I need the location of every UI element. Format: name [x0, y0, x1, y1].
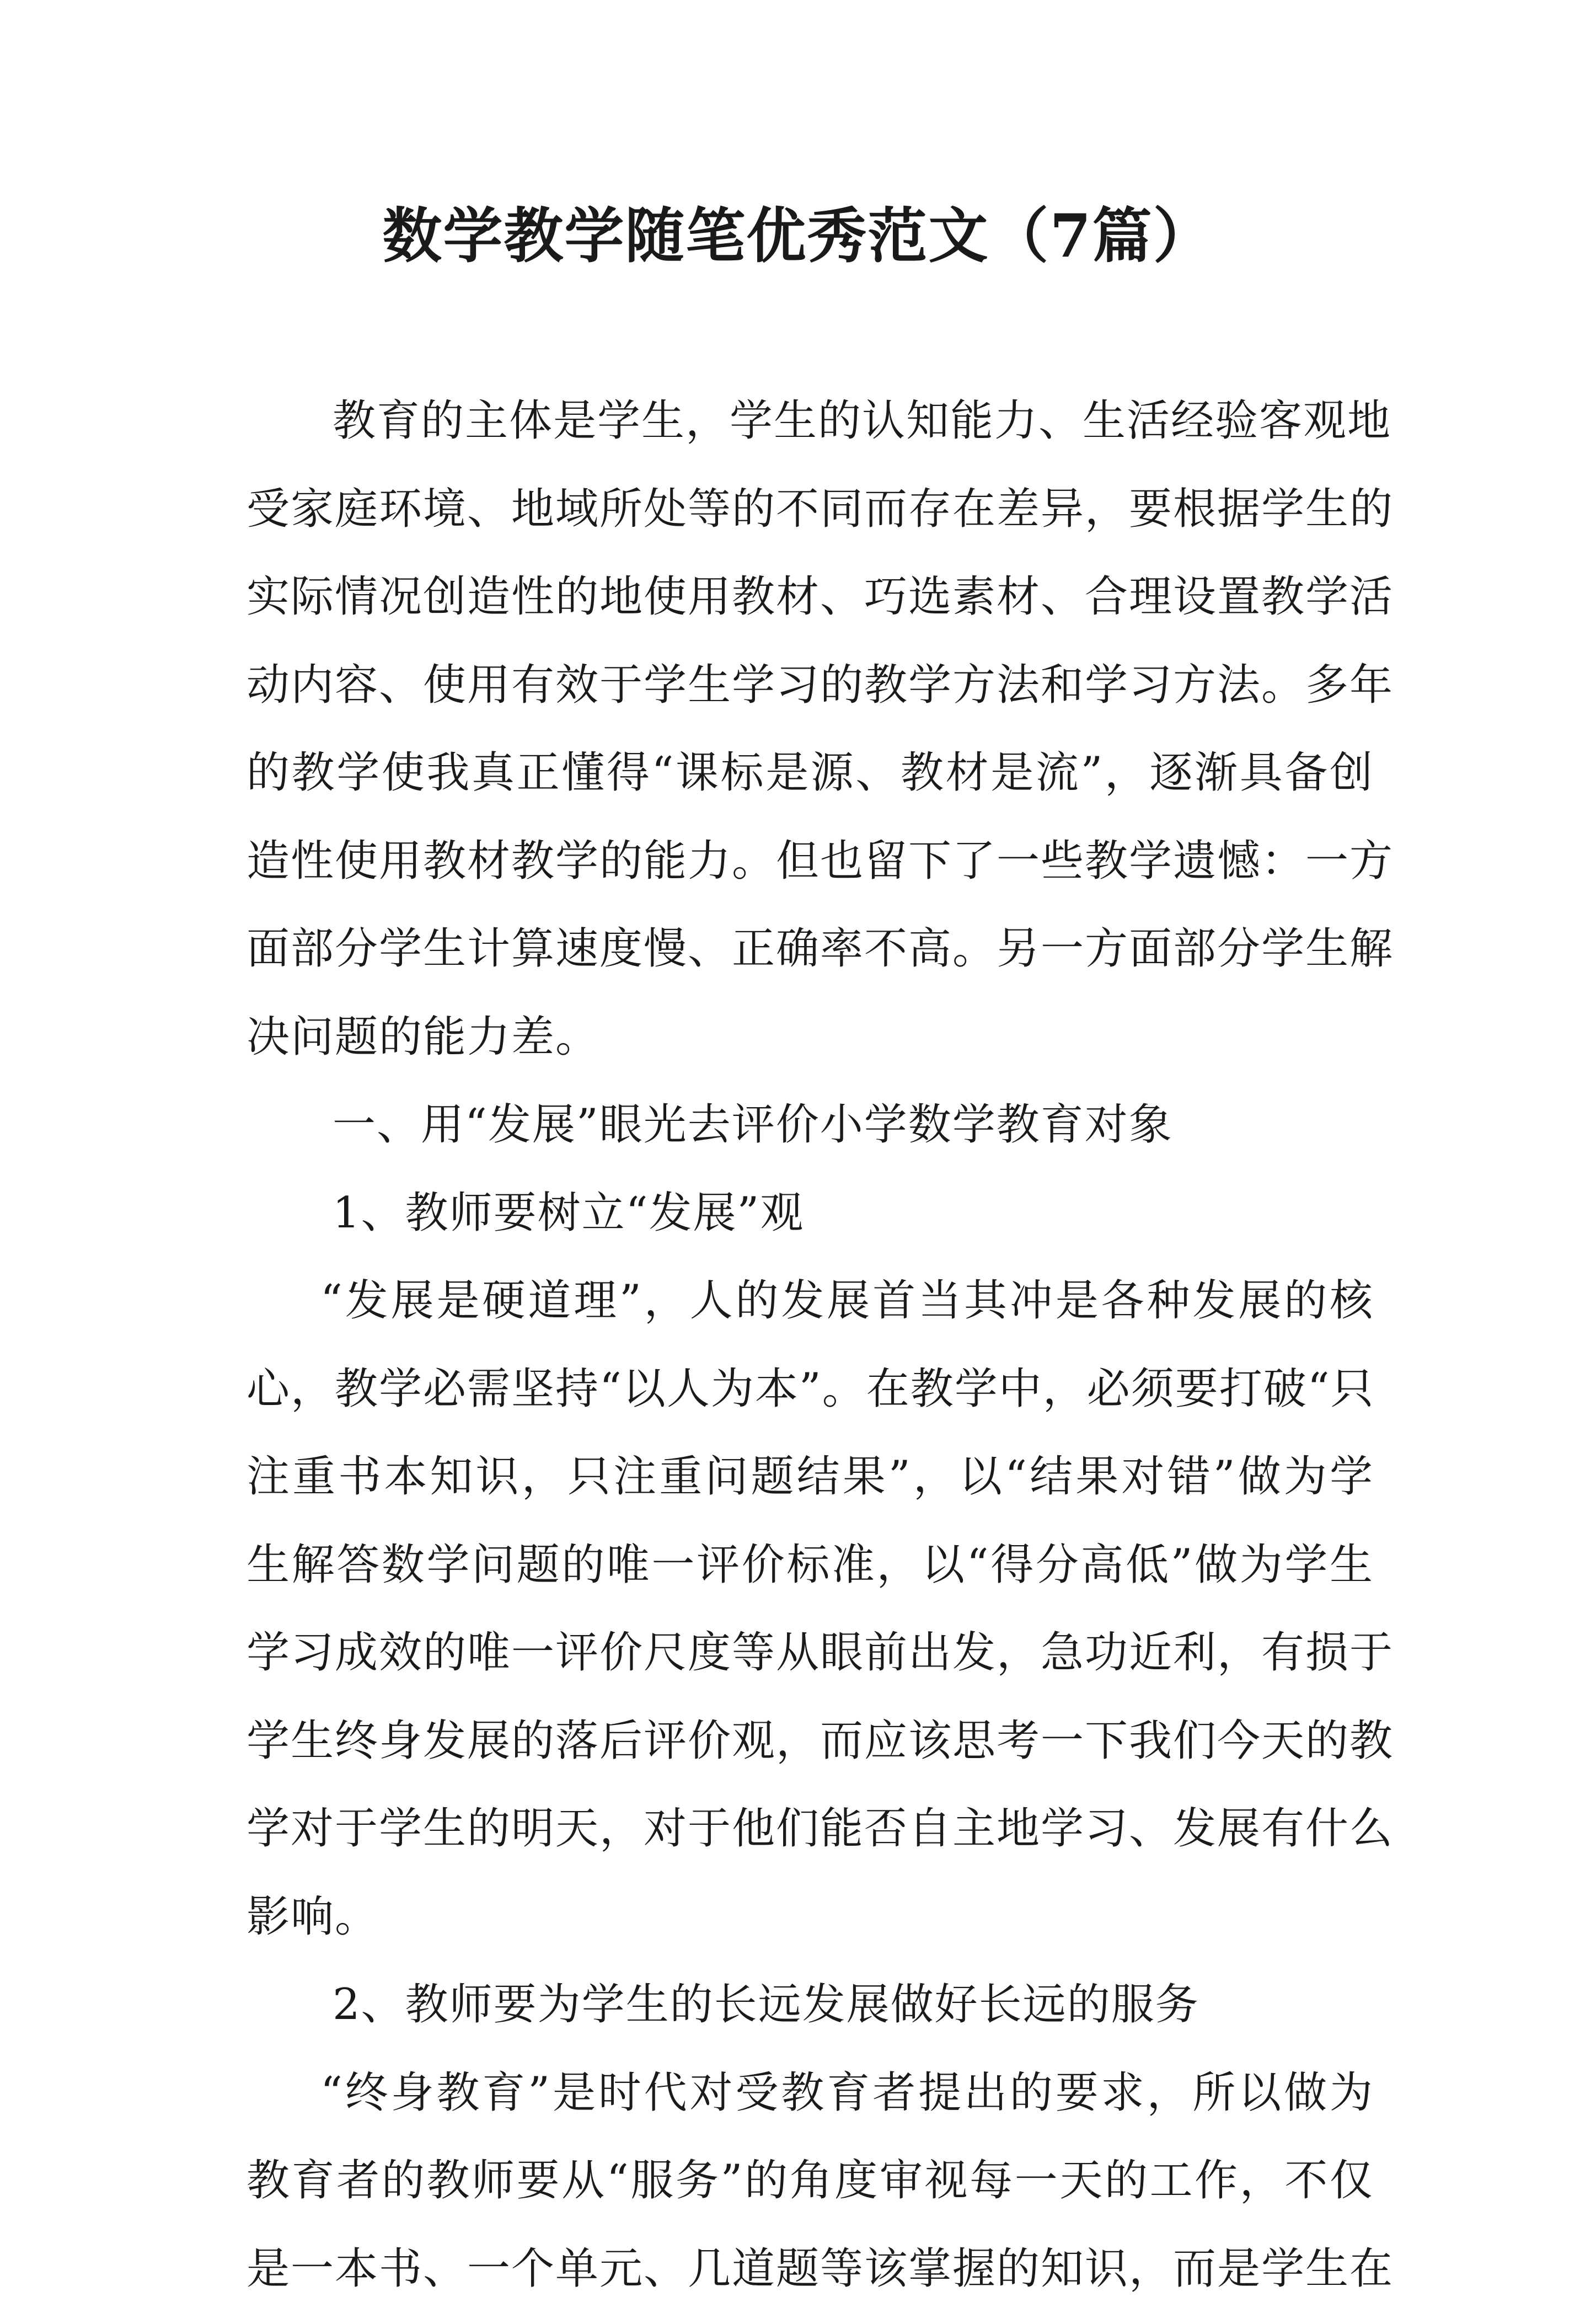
- body-line: 实际情况创造性的地使用教材、巧选素材、合理设置教学活: [247, 553, 1374, 642]
- body-line: 受家庭环境、地域所处等的不同而存在差异，要根据学生的: [247, 466, 1374, 554]
- document-title: 数学教学随笔优秀范文（7篇）: [0, 197, 1596, 275]
- body-line: 学习成效的唯一评价尺度等从眼前出发，急功近利，有损于: [247, 1609, 1374, 1697]
- body-line: 学生终身发展的落后评价观，而应该思考一下我们今天的教: [247, 1697, 1374, 1786]
- subsection-heading: 2、教师要为学生的长远发展做好长远的服务: [247, 1961, 1374, 2049]
- body-line: 教育的主体是学生，学生的认知能力、生活经验客观地: [247, 377, 1374, 466]
- body-line: 造性使用教材教学的能力。但也留下了一些教学遗憾：一方: [247, 818, 1374, 906]
- body-line: 生解答数学问题的唯一评价标准，以“得分高低”做为学生: [247, 1521, 1374, 1610]
- body-line: 注重书本知识，只注重问题结果”，以“结果对错”做为学: [247, 1433, 1374, 1521]
- subsection-heading: 1、教师要树立“发展”观: [247, 1169, 1374, 1258]
- body-line: 决问题的能力差。: [247, 993, 1374, 1082]
- body-line: 面部分学生计算速度慢、正确率不高。另一方面部分学生解: [247, 905, 1374, 993]
- document-body: [247, 377, 1374, 2313]
- body-line: 动内容、使用有效于学生学习的教学方法和学习方法。多年: [247, 642, 1374, 730]
- body-line: “发展是硬道理”，人的发展首当其冲是各种发展的核: [247, 1257, 1374, 1345]
- body-line: 是一本书、一个单元、几道题等该掌握的知识，而是学生在: [247, 2225, 1374, 2313]
- body-line: 的教学使我真正懂得“课标是源、教材是流”，逐渐具备创: [247, 729, 1374, 818]
- section-heading: 一、用“发展”眼光去评价小学数学教育对象: [247, 1081, 1374, 1169]
- body-line: 教育者的教师要从“服务”的角度审视每一天的工作，不仅: [247, 2137, 1374, 2225]
- body-line: “终身教育”是时代对受教育者提出的要求，所以做为: [247, 2049, 1374, 2138]
- body-line: 心，教学必需坚持“以人为本”。在教学中，必须要打破“只: [247, 1345, 1374, 1434]
- body-line: 影响。: [247, 1873, 1374, 1962]
- body-line: 学对于学生的明天，对于他们能否自主地学习、发展有什么: [247, 1785, 1374, 1873]
